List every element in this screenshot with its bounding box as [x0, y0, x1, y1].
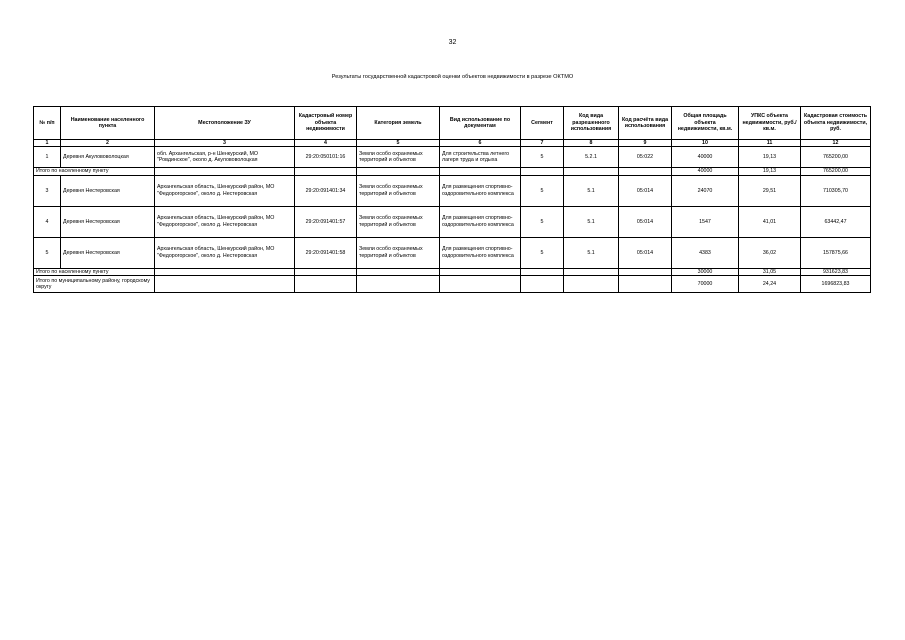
- cadastral-value-cell: 63442,47: [801, 206, 871, 237]
- header-cell-area: Общая площадь объекта недвижимости, кв.м.: [672, 107, 739, 140]
- header-cell-segment: Сегмент: [521, 107, 564, 140]
- upks-cell: 36,02: [739, 237, 801, 268]
- row-number: 1: [34, 147, 61, 168]
- area-cell: 1547: [672, 206, 739, 237]
- row-number: 4: [34, 206, 61, 237]
- header-cell-cadastral: Кадастровый номер объекта недвижимости: [295, 107, 357, 140]
- permitted-use-cell: Для строительства летнего лагеря труда и отдыха: [440, 147, 521, 168]
- subtotal-area: 30000: [672, 268, 739, 275]
- segment-cell: 5: [521, 147, 564, 168]
- column-number: 4: [295, 140, 357, 147]
- area-cell: 40000: [672, 147, 739, 168]
- page-number: 32: [448, 39, 457, 46]
- column-number: 7: [521, 140, 564, 147]
- header-cell-calc-code: Код расчёта вида использования: [619, 107, 672, 140]
- location-cell: Архангельская область, Шенкурский район, МО "Федорогорское", около д. Нестеровская: [155, 237, 295, 268]
- header-cell-value: Кадастровая стоимость объекта недвижимости, руб.: [801, 107, 871, 140]
- column-number: 8: [564, 140, 619, 147]
- use-code-cell: 5.1: [564, 237, 619, 268]
- subtotal-label: Итого по населенному пункту: [34, 168, 155, 175]
- upks-cell: 29,51: [739, 175, 801, 206]
- header-cell-use: Вид использование по документам: [440, 107, 521, 140]
- segment-cell: 5: [521, 206, 564, 237]
- header-cell-location: Местоположение ЗУ: [155, 107, 295, 140]
- cadastral-value-cell: 157875,66: [801, 237, 871, 268]
- subtotal-label: Итого по населенному пункту: [34, 268, 155, 275]
- location-cell: Архангельская область, Шенкурский район, МО "Федорогорское", около д. Нестеровская: [155, 206, 295, 237]
- location-cell: Архангельская область, Шенкурский район, МО "Федорогорское", около д. Нестеровская: [155, 175, 295, 206]
- use-code-cell: 5.1: [564, 175, 619, 206]
- cadastral-number-cell: 29:20:091401:58: [295, 237, 357, 268]
- cadastral-value-cell: 710305,70: [801, 175, 871, 206]
- permitted-use-cell: Для размещения спортивно-оздоровительного комплекса: [440, 206, 521, 237]
- column-number: 2: [61, 140, 155, 147]
- valuation-table: [33, 106, 871, 293]
- column-number: 12: [801, 140, 871, 147]
- column-number: 9: [619, 140, 672, 147]
- total-upks: 24,24: [739, 276, 801, 293]
- subtotal-upks: 31,05: [739, 268, 801, 275]
- column-number: 5: [357, 140, 440, 147]
- table-row: [34, 175, 871, 206]
- subtotal-row: [34, 268, 871, 275]
- land-category-cell: Земли особо охраняемых территорий и объектов: [357, 147, 440, 168]
- area-cell: 4383: [672, 237, 739, 268]
- calc-code-cell: 05:014: [619, 206, 672, 237]
- area-cell: 24070: [672, 175, 739, 206]
- cadastral-value-cell: 765200,00: [801, 147, 871, 168]
- upks-cell: 41,01: [739, 206, 801, 237]
- use-code-cell: 5.2.1: [564, 147, 619, 168]
- land-category-cell: Земли особо охраняемых территорий и объектов: [357, 206, 440, 237]
- location-cell: обл. Архангельская, р-н Шенкурский, МО "Ровдинское", около д. Акулововолоцкая: [155, 147, 295, 168]
- subtotal-row: [34, 168, 871, 175]
- use-code-cell: 5.1: [564, 206, 619, 237]
- column-number: 10: [672, 140, 739, 147]
- column-number-row: [34, 140, 871, 147]
- calc-code-cell: 05:022: [619, 147, 672, 168]
- total-label: Итого по муниципальному району, городскому округу: [34, 276, 155, 293]
- row-number: 5: [34, 237, 61, 268]
- total-value: 1696823,83: [801, 276, 871, 293]
- subtotal-value: 931623,83: [801, 268, 871, 275]
- table-row: [34, 237, 871, 268]
- cadastral-number-cell: 29:20:091401:34: [295, 175, 357, 206]
- subtotal-area: 40000: [672, 168, 739, 175]
- cadastral-number-cell: 29:20:091401:57: [295, 206, 357, 237]
- upks-cell: 19,13: [739, 147, 801, 168]
- segment-cell: 5: [521, 175, 564, 206]
- table-row: [34, 206, 871, 237]
- segment-cell: 5: [521, 237, 564, 268]
- document-title: Результаты государственной кадастровой оценки объектов недвижимости в разрезе ОКТМО: [331, 74, 574, 80]
- permitted-use-cell: Для размещения спортивно-оздоровительного комплекса: [440, 175, 521, 206]
- settlement-cell: Деревня Нестеровская: [61, 206, 155, 237]
- column-number: 11: [739, 140, 801, 147]
- column-number: 6: [440, 140, 521, 147]
- settlement-cell: Деревня Акулововолоцкая: [61, 147, 155, 168]
- land-category-cell: Земли особо охраняемых территорий и объектов: [357, 237, 440, 268]
- column-number: 3: [155, 140, 295, 147]
- permitted-use-cell: Для размещения спортивно-оздоровительного комплекса: [440, 237, 521, 268]
- settlement-cell: Деревня Нестеровская: [61, 237, 155, 268]
- header-cell-settlement: Наименование населенного пункта: [61, 107, 155, 140]
- subtotal-value: 765200,00: [801, 168, 871, 175]
- header-cell-category: Категория земель: [357, 107, 440, 140]
- land-category-cell: Земли особо охраняемых территорий и объектов: [357, 175, 440, 206]
- header-cell-number: № п/п: [34, 107, 61, 140]
- table-header-row: [34, 107, 871, 140]
- total-area: 70000: [672, 276, 739, 293]
- column-number: 1: [34, 140, 61, 147]
- total-row: [34, 276, 871, 293]
- row-number: 3: [34, 175, 61, 206]
- calc-code-cell: 05:014: [619, 175, 672, 206]
- settlement-cell: Деревня Нестеровская: [61, 175, 155, 206]
- calc-code-cell: 05:014: [619, 237, 672, 268]
- header-cell-use-code: Код вида разрешенного использования: [564, 107, 619, 140]
- cadastral-number-cell: 29:20:050101:16: [295, 147, 357, 168]
- subtotal-upks: 19,13: [739, 168, 801, 175]
- table-row: [34, 147, 871, 168]
- header-cell-upks: УПКС объекта недвижимости, руб./кв.м.: [739, 107, 801, 140]
